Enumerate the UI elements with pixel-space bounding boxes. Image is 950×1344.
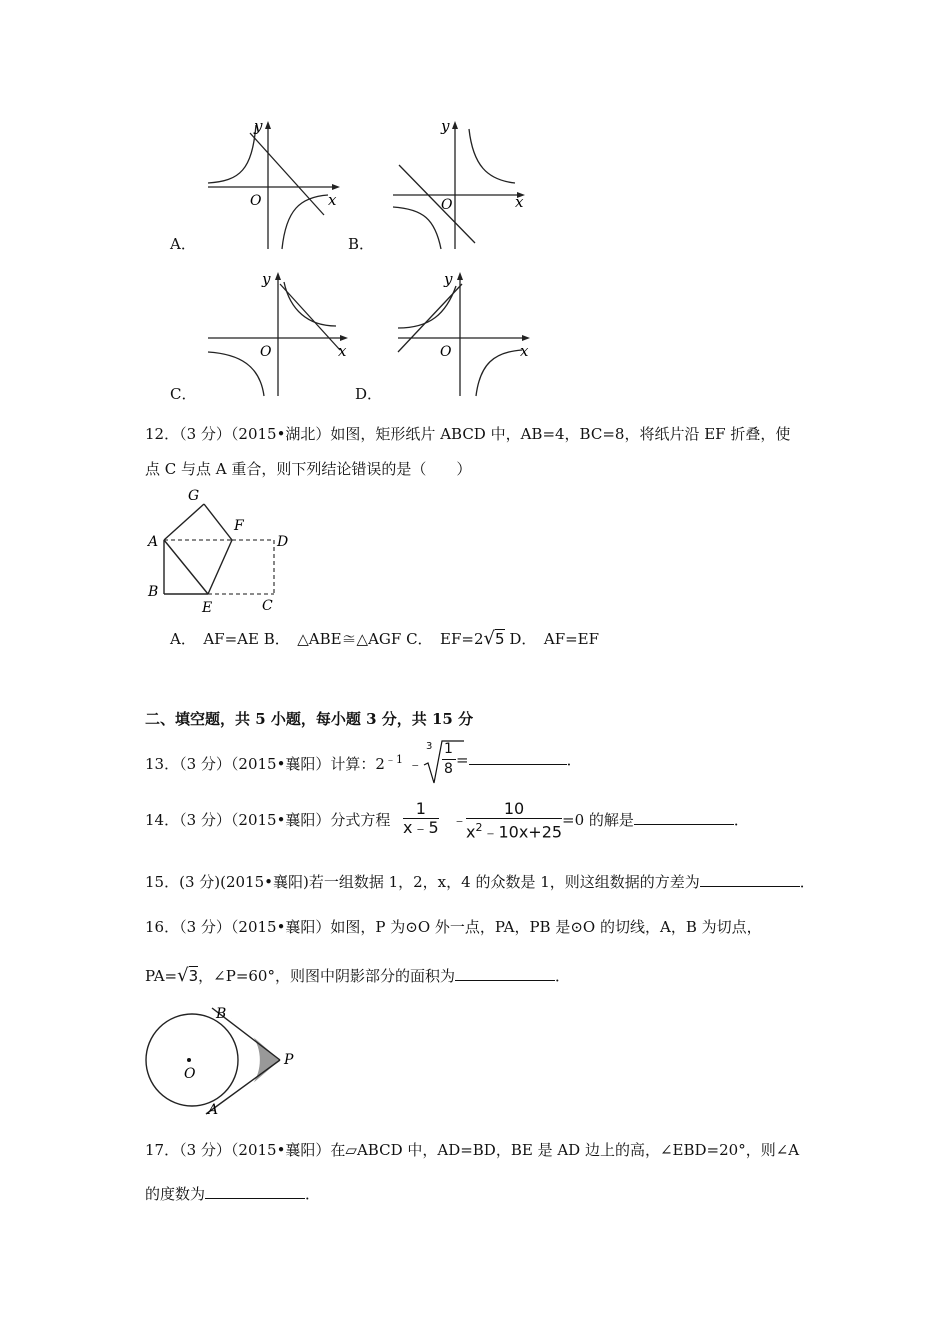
svg-text:G: G [188,488,200,504]
svg-text:O: O [184,1066,196,1082]
sqrt-symbol: √ [177,965,189,986]
q14-fraction-1: $\frac{1}{x﹣5}$ [403,799,439,837]
svg-text:B: B [216,1006,227,1022]
svg-text:y: y [262,270,271,288]
hyperbola-branch [469,129,515,183]
graph-d [390,268,540,398]
line-graph [399,165,475,243]
q13-prefix: 13．（3 分）（2015•襄阳）计算：$2^{﹣1}$ ﹣ [145,753,423,773]
q16-line2: PA=√3，∠P=60°，则图中阴影部分的面积为 ． [145,965,570,986]
hyperbola-branch [208,125,256,183]
svg-text:y: y [444,270,453,288]
svg-text:O: O [440,344,452,360]
svg-text:x: x [338,342,347,360]
q14-minus: ﹣ [452,811,468,829]
svg-text:E: E [202,600,213,616]
q14-answer: =0 的解是 ． [562,811,749,829]
q12-rectangle-figure [140,482,300,617]
q17-line2: 的度数为 ． [145,1185,321,1203]
svg-text:O: O [441,197,453,213]
hyperbola-branch [208,352,264,396]
answer-blank[interactable] [469,750,567,765]
q12-line2: 点 C 与点 A 重合，则下列结论错误的是（ ） [145,460,472,478]
q12-line1: 12．（3 分）（2015•湖北）如图，矩形纸片 ABCD 中，AB=4，BC=8，将纸片沿 EF 折叠，使 [145,425,791,443]
option-b-label: B． [348,235,375,253]
hyperbola-branch [393,207,441,249]
q12-choices: A． AF=AE B． △ABE≅△AGF C． EF=2√5 D． AF=EF [170,628,600,649]
svg-text:B: B [148,584,159,600]
section2-heading: 二、填空题，共 5 小题，每小题 3 分，共 15 分 [145,710,474,728]
svg-text:O: O [260,344,272,360]
option-d-label: D． [355,385,383,403]
circle-o [146,1014,238,1106]
answer-blank[interactable] [700,872,800,887]
answer-blank[interactable] [634,810,734,825]
svg-text:x: x [515,193,524,211]
svg-text:y: y [254,117,263,135]
q15-text: 15．(3 分)(2015•襄阳)若一组数据 1，2，x，4 的众数是 1，则这组数据的方差为 ． [145,873,815,891]
q13-cube-root: 3 1 8 [420,735,470,785]
q13-answer: = ． [456,751,582,769]
q14-prefix: 14．（3 分）（2015•襄阳）分式方程 [145,811,391,829]
svg-text:x: x [520,342,529,360]
q16-line1: 16．（3 分）（2015•襄阳）如图，P 为⊙O 外一点，PA，PB 是⊙O 的切线，A，B 为切点， [145,918,762,936]
q17-line1: 17．（3 分）（2015•襄阳）在▱ABCD 中，AD=BD，BE 是 AD 边上的高，∠EBD=20°，则∠A [145,1141,800,1159]
svg-text:F: F [234,518,244,534]
q16-circle-figure [140,1000,310,1120]
answer-blank[interactable] [205,1184,305,1199]
svg-text:x: x [328,191,337,209]
svg-text:A: A [148,534,159,550]
hyperbola-branch [476,350,522,396]
svg-text:O: O [250,193,262,209]
sqrt-symbol: √ [483,628,496,649]
svg-text:y: y [441,117,450,135]
svg-text:P: P [284,1052,294,1068]
hyperbola-branch [282,195,328,249]
line-graph [280,284,340,350]
line-graph [398,284,462,352]
q14-fraction-2: $\frac{10}{x^2﹣10x+25}$ [466,799,563,842]
graph-c [200,268,360,398]
graph-a [200,115,350,255]
svg-text:D: D [277,534,289,550]
svg-text:A: A [208,1102,219,1118]
answer-blank[interactable] [455,966,555,981]
svg-text:C: C [262,598,273,614]
option-a-label: A． [170,235,196,253]
option-c-label: C． [170,385,197,403]
hyperbola-branch [284,282,336,326]
graph-b [385,115,535,255]
